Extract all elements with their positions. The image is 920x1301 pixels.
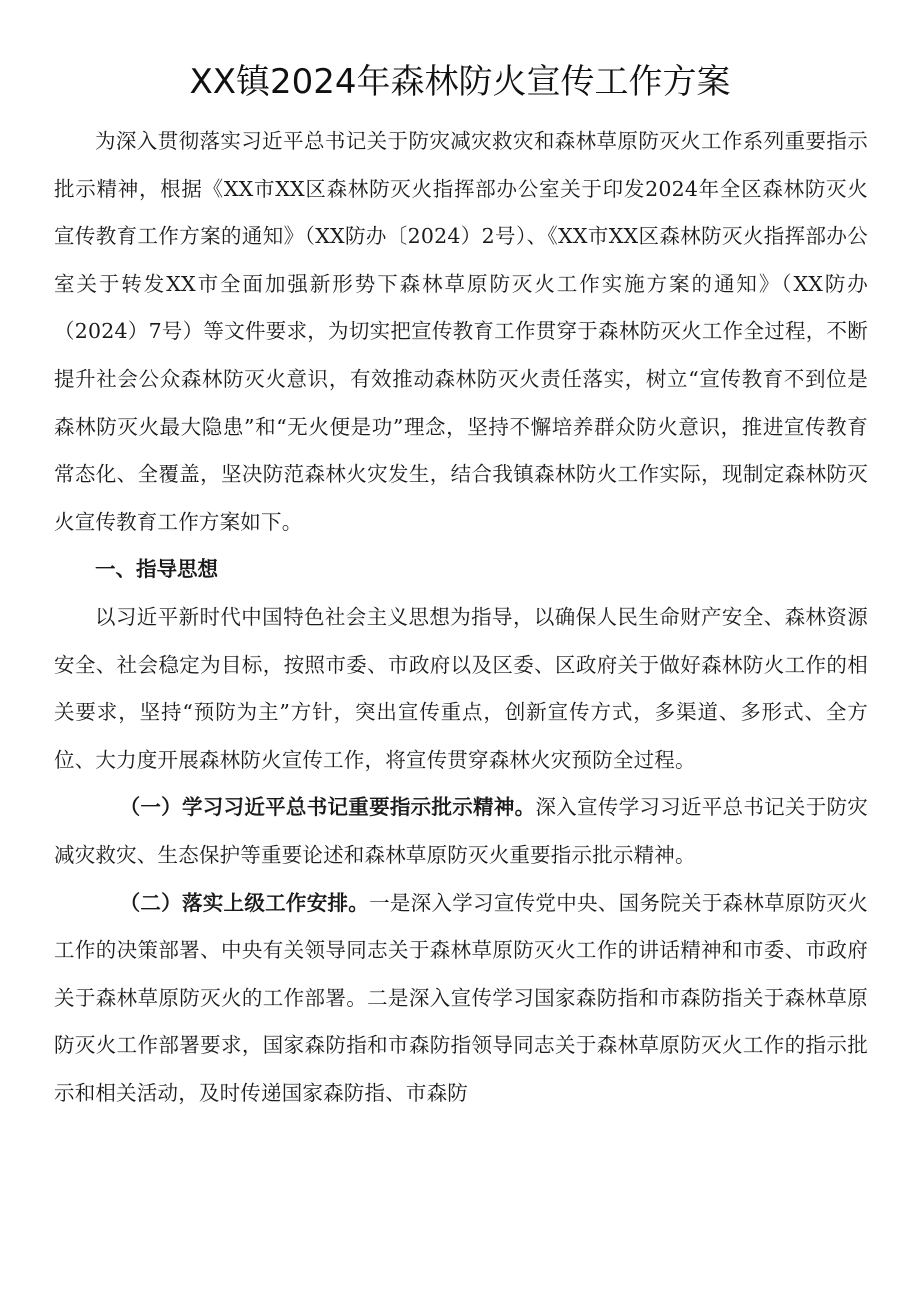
section-heading-guiding-ideology: 一、指导思想 (95, 557, 218, 582)
item-1-text: 深入宣传学习习近平总书记关于防灾减灾救灾、生态保护等重要论述和森林草原防灭火重要指示批示精神。 (54, 795, 869, 867)
item-2-lead: （二）落实上级工作安排。 (119, 890, 370, 915)
item-1-paragraph (54, 784, 868, 879)
document-title: XX镇2024年森林防火宣传工作方案 (189, 62, 731, 102)
item-2-text: 一是深入学习宣传党中央、国务院关于森林草原防灭火工作的决策部署、中央有关领导同志关于森林草原防灭火工作的讲话精神和市委、市政府关于森林草原防灭火的工作部署。二是深入宣传学习国家森防指和市森防指关于森林草原防灭火工作部署要求，国家森防指和市森防指领导同志关于森林草原防灭火工作的指示批示和相关活动，及时传递国家森防指、市森防 (54, 890, 868, 1105)
guiding-ideology-paragraph: 以习近平新时代中国特色社会主义思想为指导，以确保人民生命财产安全、森林资源安全、社会稳定为目标，按照市委、市政府以及区委、区政府关于做好森林防火工作的相关要求，坚持“预防为主”方针，突出宣传重点，创新宣传方式，多渠道、多形式、全方位、大力度开展森林防火宣传工作，将宣传贯穿森林火灾预防全过程。 (54, 604, 868, 772)
document-body (54, 118, 868, 1117)
item-1-lead: （一）学习习近平总书记重要指示批示精神。 (119, 795, 536, 820)
intro-paragraph: 为深入贯彻落实习近平总书记关于防灾减灾救灾和森林草原防灭火工作系列重要指示批示精神，根据《XX市XX区森林防灭火指挥部办公室关于印发2024年全区森林防灭火宣传教育工作方案的通知》（XX防办〔2024）2号）、《XX市XX区森林防灭火指挥部办公室关于转发XX市全面加强新形势下森林草原防灭火工作实施方案的通知》（XX防办（2024）7号）等文件要求，为切实把宣传教育工作贯穿于森林防灭火工作全过程，不断提升社会公众森林防灭火意识，有效推动森林防灭火责任落实，树立“宣传教育不到位是森林防灭火最大隐患”和“无火便是功”理念，坚持不懈培养群众防火意识，推进宣传教育常态化、全覆盖，坚决防范森林火灾发生，结合我镇森林防火工作实际，现制定森林防灭火宣传教育工作方案如下。 (54, 129, 868, 534)
item-2-paragraph (54, 880, 868, 1118)
